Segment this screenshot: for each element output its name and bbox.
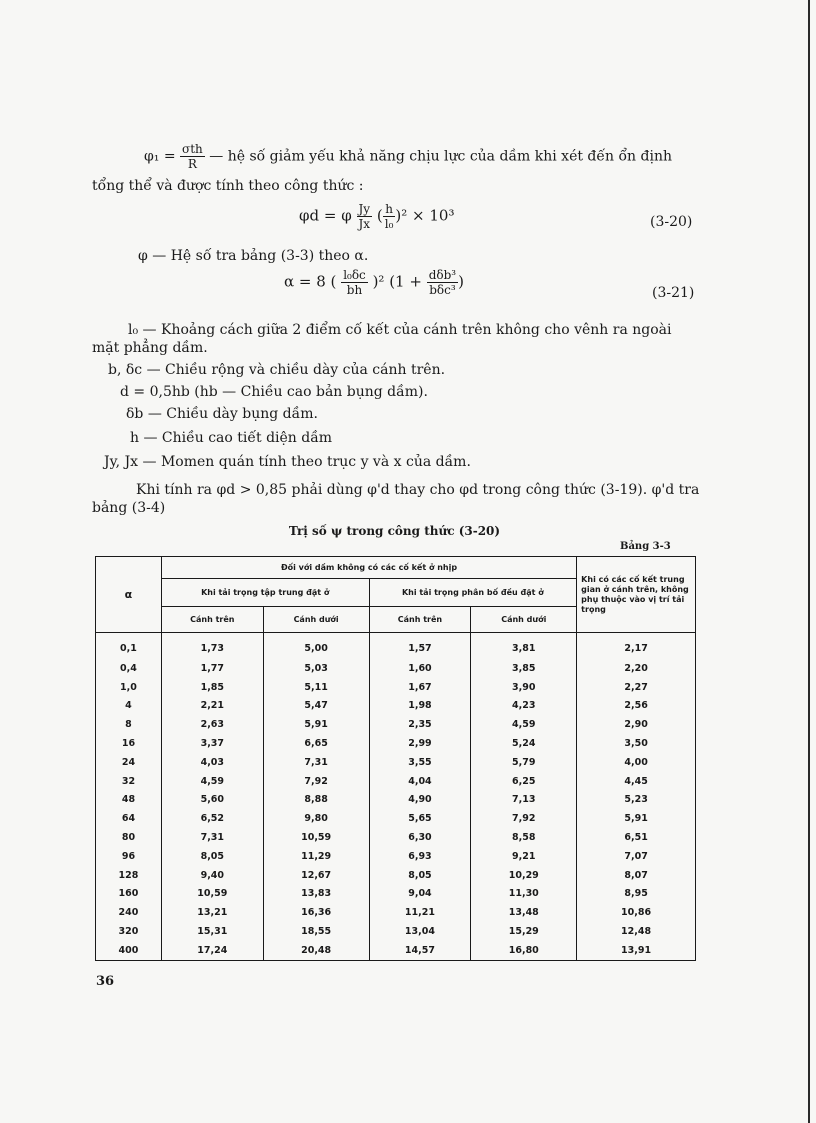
value-cell: 4,45	[577, 772, 696, 791]
value-cell: 1,85	[161, 678, 263, 697]
alpha-cell: 160	[96, 885, 162, 904]
alpha-cell: 32	[96, 772, 162, 791]
table-row	[96, 715, 696, 734]
value-cell: 9,21	[471, 847, 577, 866]
alpha-cell: 128	[96, 866, 162, 885]
l0-definition: l₀ — Khoảng cách giữa 2 điểm cố kết của cánh trên không cho vênh ra ngoài	[128, 322, 672, 338]
value-cell: 15,31	[161, 922, 263, 941]
h-definition: h — Chiều cao tiết diện dầm	[130, 430, 333, 446]
value-cell: 4,59	[471, 715, 577, 734]
value-cell: 16,36	[263, 903, 369, 922]
alpha-cell: 8	[96, 715, 162, 734]
table-row	[96, 941, 696, 960]
equation-number-3-20: (3-20)	[650, 214, 693, 230]
alpha-cell: 80	[96, 828, 162, 847]
value-cell: 1,73	[161, 633, 263, 660]
value-cell: 3,55	[369, 753, 471, 772]
value-cell: 2,63	[161, 715, 263, 734]
value-cell: 4,00	[577, 753, 696, 772]
value-cell: 2,21	[161, 697, 263, 716]
value-cell: 20,48	[263, 941, 369, 960]
value-cell: 4,90	[369, 791, 471, 810]
db-definition: δb — Chiều dày bụng dầm.	[126, 406, 318, 422]
table-row	[96, 633, 696, 660]
table-row	[96, 903, 696, 922]
page-number: 36	[96, 974, 115, 989]
value-cell: 5,11	[263, 678, 369, 697]
value-cell: 7,13	[471, 791, 577, 810]
table-row	[96, 659, 696, 678]
table-caption: Trị số ψ trong công thức (3-20)	[288, 524, 501, 538]
value-cell: 6,52	[161, 809, 263, 828]
value-cell: 2,90	[577, 715, 696, 734]
value-cell: 2,20	[577, 659, 696, 678]
table-row	[96, 885, 696, 904]
value-cell: 10,59	[263, 828, 369, 847]
value-cell: 5,03	[263, 659, 369, 678]
table-row	[96, 753, 696, 772]
value-cell: 3,85	[471, 659, 577, 678]
header-distributed: Khi tải trọng phân bố đều đặt ở	[369, 579, 577, 607]
value-cell: 3,50	[577, 734, 696, 753]
phi-definition: φ₁ = $\frac{\text{σth}}{R}$ — hệ số giảm yếu khả năng chịu lực của dầm khi xét đến ổn định	[144, 142, 672, 171]
table-row	[96, 791, 696, 810]
value-cell: 5,23	[577, 791, 696, 810]
khi-paragraph: Khi tính ra φd > 0,85 phải dùng φ'd thay cho φd trong công thức (3-19). φ'd tra	[136, 482, 700, 498]
value-cell: 2,17	[577, 633, 696, 660]
header-bottom-flange-2: Cánh dưới	[471, 607, 577, 633]
alpha-cell: 24	[96, 753, 162, 772]
value-cell: 6,30	[369, 828, 471, 847]
value-cell: 8,58	[471, 828, 577, 847]
value-cell: 5,91	[577, 809, 696, 828]
value-cell: 15,29	[471, 922, 577, 941]
value-cell: 11,21	[369, 903, 471, 922]
value-cell: 10,86	[577, 903, 696, 922]
value-cell: 8,95	[577, 885, 696, 904]
value-cell: 9,80	[263, 809, 369, 828]
header-alpha: α	[96, 557, 162, 633]
value-cell: 2,56	[577, 697, 696, 716]
alpha-cell: 4	[96, 697, 162, 716]
value-cell: 6,93	[369, 847, 471, 866]
value-cell: 4,03	[161, 753, 263, 772]
value-cell: 4,04	[369, 772, 471, 791]
table-number: Bảng 3-3	[620, 541, 671, 552]
equation-3-21: α = 8 ( $\frac{\text{l₀δc}}{bh}$ )² (1 + $\frac{\text{dδb³}}{\text{bδc³}}$ )	[284, 268, 464, 297]
value-cell: 7,92	[471, 809, 577, 828]
value-cell: 10,59	[161, 885, 263, 904]
value-cell: 8,05	[369, 866, 471, 885]
table-row	[96, 809, 696, 828]
value-cell: 14,57	[369, 941, 471, 960]
value-cell: 12,48	[577, 922, 696, 941]
value-cell: 1,60	[369, 659, 471, 678]
value-cell: 9,04	[369, 885, 471, 904]
value-cell: 5,60	[161, 791, 263, 810]
value-cell: 13,91	[577, 941, 696, 960]
header-group: Đối với dầm không có các cố kết ở nhịp	[161, 557, 576, 579]
alpha-cell: 400	[96, 941, 162, 960]
alpha-cell: 0,4	[96, 659, 162, 678]
alpha-cell: 320	[96, 922, 162, 941]
value-cell: 5,79	[471, 753, 577, 772]
page-edge	[808, 0, 810, 1123]
alpha-cell: 0,1	[96, 633, 162, 660]
value-cell: 2,35	[369, 715, 471, 734]
value-cell: 3,37	[161, 734, 263, 753]
value-cell: 8,88	[263, 791, 369, 810]
value-cell: 3,81	[471, 633, 577, 660]
table-row	[96, 922, 696, 941]
alpha-cell: 48	[96, 791, 162, 810]
value-cell: 6,51	[577, 828, 696, 847]
value-cell: 17,24	[161, 941, 263, 960]
table-row	[96, 697, 696, 716]
header-concentrated: Khi tải trọng tập trung đặt ở	[161, 579, 369, 607]
l0-definition-line2: mặt phẳng dầm.	[92, 340, 208, 356]
value-cell: 5,65	[369, 809, 471, 828]
alpha-cell: 64	[96, 809, 162, 828]
value-cell: 1,77	[161, 659, 263, 678]
value-cell: 5,00	[263, 633, 369, 660]
value-cell: 16,80	[471, 941, 577, 960]
header-top-flange-1: Cánh trên	[161, 607, 263, 633]
value-cell: 10,29	[471, 866, 577, 885]
b-definition: b, δc — Chiều rộng và chiều dày của cánh trên.	[108, 362, 446, 378]
khi-paragraph-line2: bảng (3-4)	[92, 500, 166, 516]
header-last: Khi có các cố kết trung gian ở cánh trên, không phụ thuộc vào vị trí tải trọng	[577, 557, 696, 633]
alpha-cell: 96	[96, 847, 162, 866]
value-cell: 7,31	[161, 828, 263, 847]
phi-definition-line2: tổng thể và được tính theo công thức :	[92, 178, 364, 194]
value-cell: 8,07	[577, 866, 696, 885]
header-top-flange-2: Cánh trên	[369, 607, 471, 633]
value-cell: 3,90	[471, 678, 577, 697]
phi-line: φ — Hệ số tra bảng (3-3) theo α.	[138, 248, 369, 264]
value-cell: 9,40	[161, 866, 263, 885]
value-cell: 13,83	[263, 885, 369, 904]
value-cell: 2,99	[369, 734, 471, 753]
value-cell: 18,55	[263, 922, 369, 941]
value-cell: 4,23	[471, 697, 577, 716]
value-cell: 4,59	[161, 772, 263, 791]
value-cell: 1,67	[369, 678, 471, 697]
value-cell: 6,25	[471, 772, 577, 791]
table-body	[96, 633, 696, 961]
value-cell: 11,29	[263, 847, 369, 866]
table-row	[96, 828, 696, 847]
phi-fraction: $\frac{\text{σth}}{R}$	[182, 142, 203, 171]
j-definition: Jy, Jx — Momen quán tính theo trục y và x của dầm.	[104, 454, 471, 470]
value-cell: 1,98	[369, 697, 471, 716]
alpha-cell: 1,0	[96, 678, 162, 697]
table-row	[96, 866, 696, 885]
value-cell: 6,65	[263, 734, 369, 753]
equation-number-3-21: (3-21)	[652, 285, 695, 301]
table-row	[96, 847, 696, 866]
value-cell: 5,24	[471, 734, 577, 753]
value-cell: 1,57	[369, 633, 471, 660]
value-cell: 7,92	[263, 772, 369, 791]
alpha-cell: 16	[96, 734, 162, 753]
equation-3-20: φd = φ $\frac{Jy}{Jx}$ ( $\frac{h}{\text{l₀}}$ )² × 10³	[299, 202, 455, 231]
value-cell: 7,07	[577, 847, 696, 866]
value-cell: 12,67	[263, 866, 369, 885]
alpha-cell: 240	[96, 903, 162, 922]
table-row	[96, 734, 696, 753]
value-cell: 7,31	[263, 753, 369, 772]
value-cell: 5,47	[263, 697, 369, 716]
value-cell: 13,04	[369, 922, 471, 941]
value-cell: 11,30	[471, 885, 577, 904]
table-row	[96, 772, 696, 791]
psi-table	[95, 556, 696, 961]
value-cell: 5,91	[263, 715, 369, 734]
table-row	[96, 678, 696, 697]
value-cell: 2,27	[577, 678, 696, 697]
header-bottom-flange-1: Cánh dưới	[263, 607, 369, 633]
value-cell: 13,48	[471, 903, 577, 922]
d-definition: d = 0,5hb (hb — Chiều cao bản bụng dầm).	[120, 384, 428, 400]
value-cell: 8,05	[161, 847, 263, 866]
value-cell: 13,21	[161, 903, 263, 922]
